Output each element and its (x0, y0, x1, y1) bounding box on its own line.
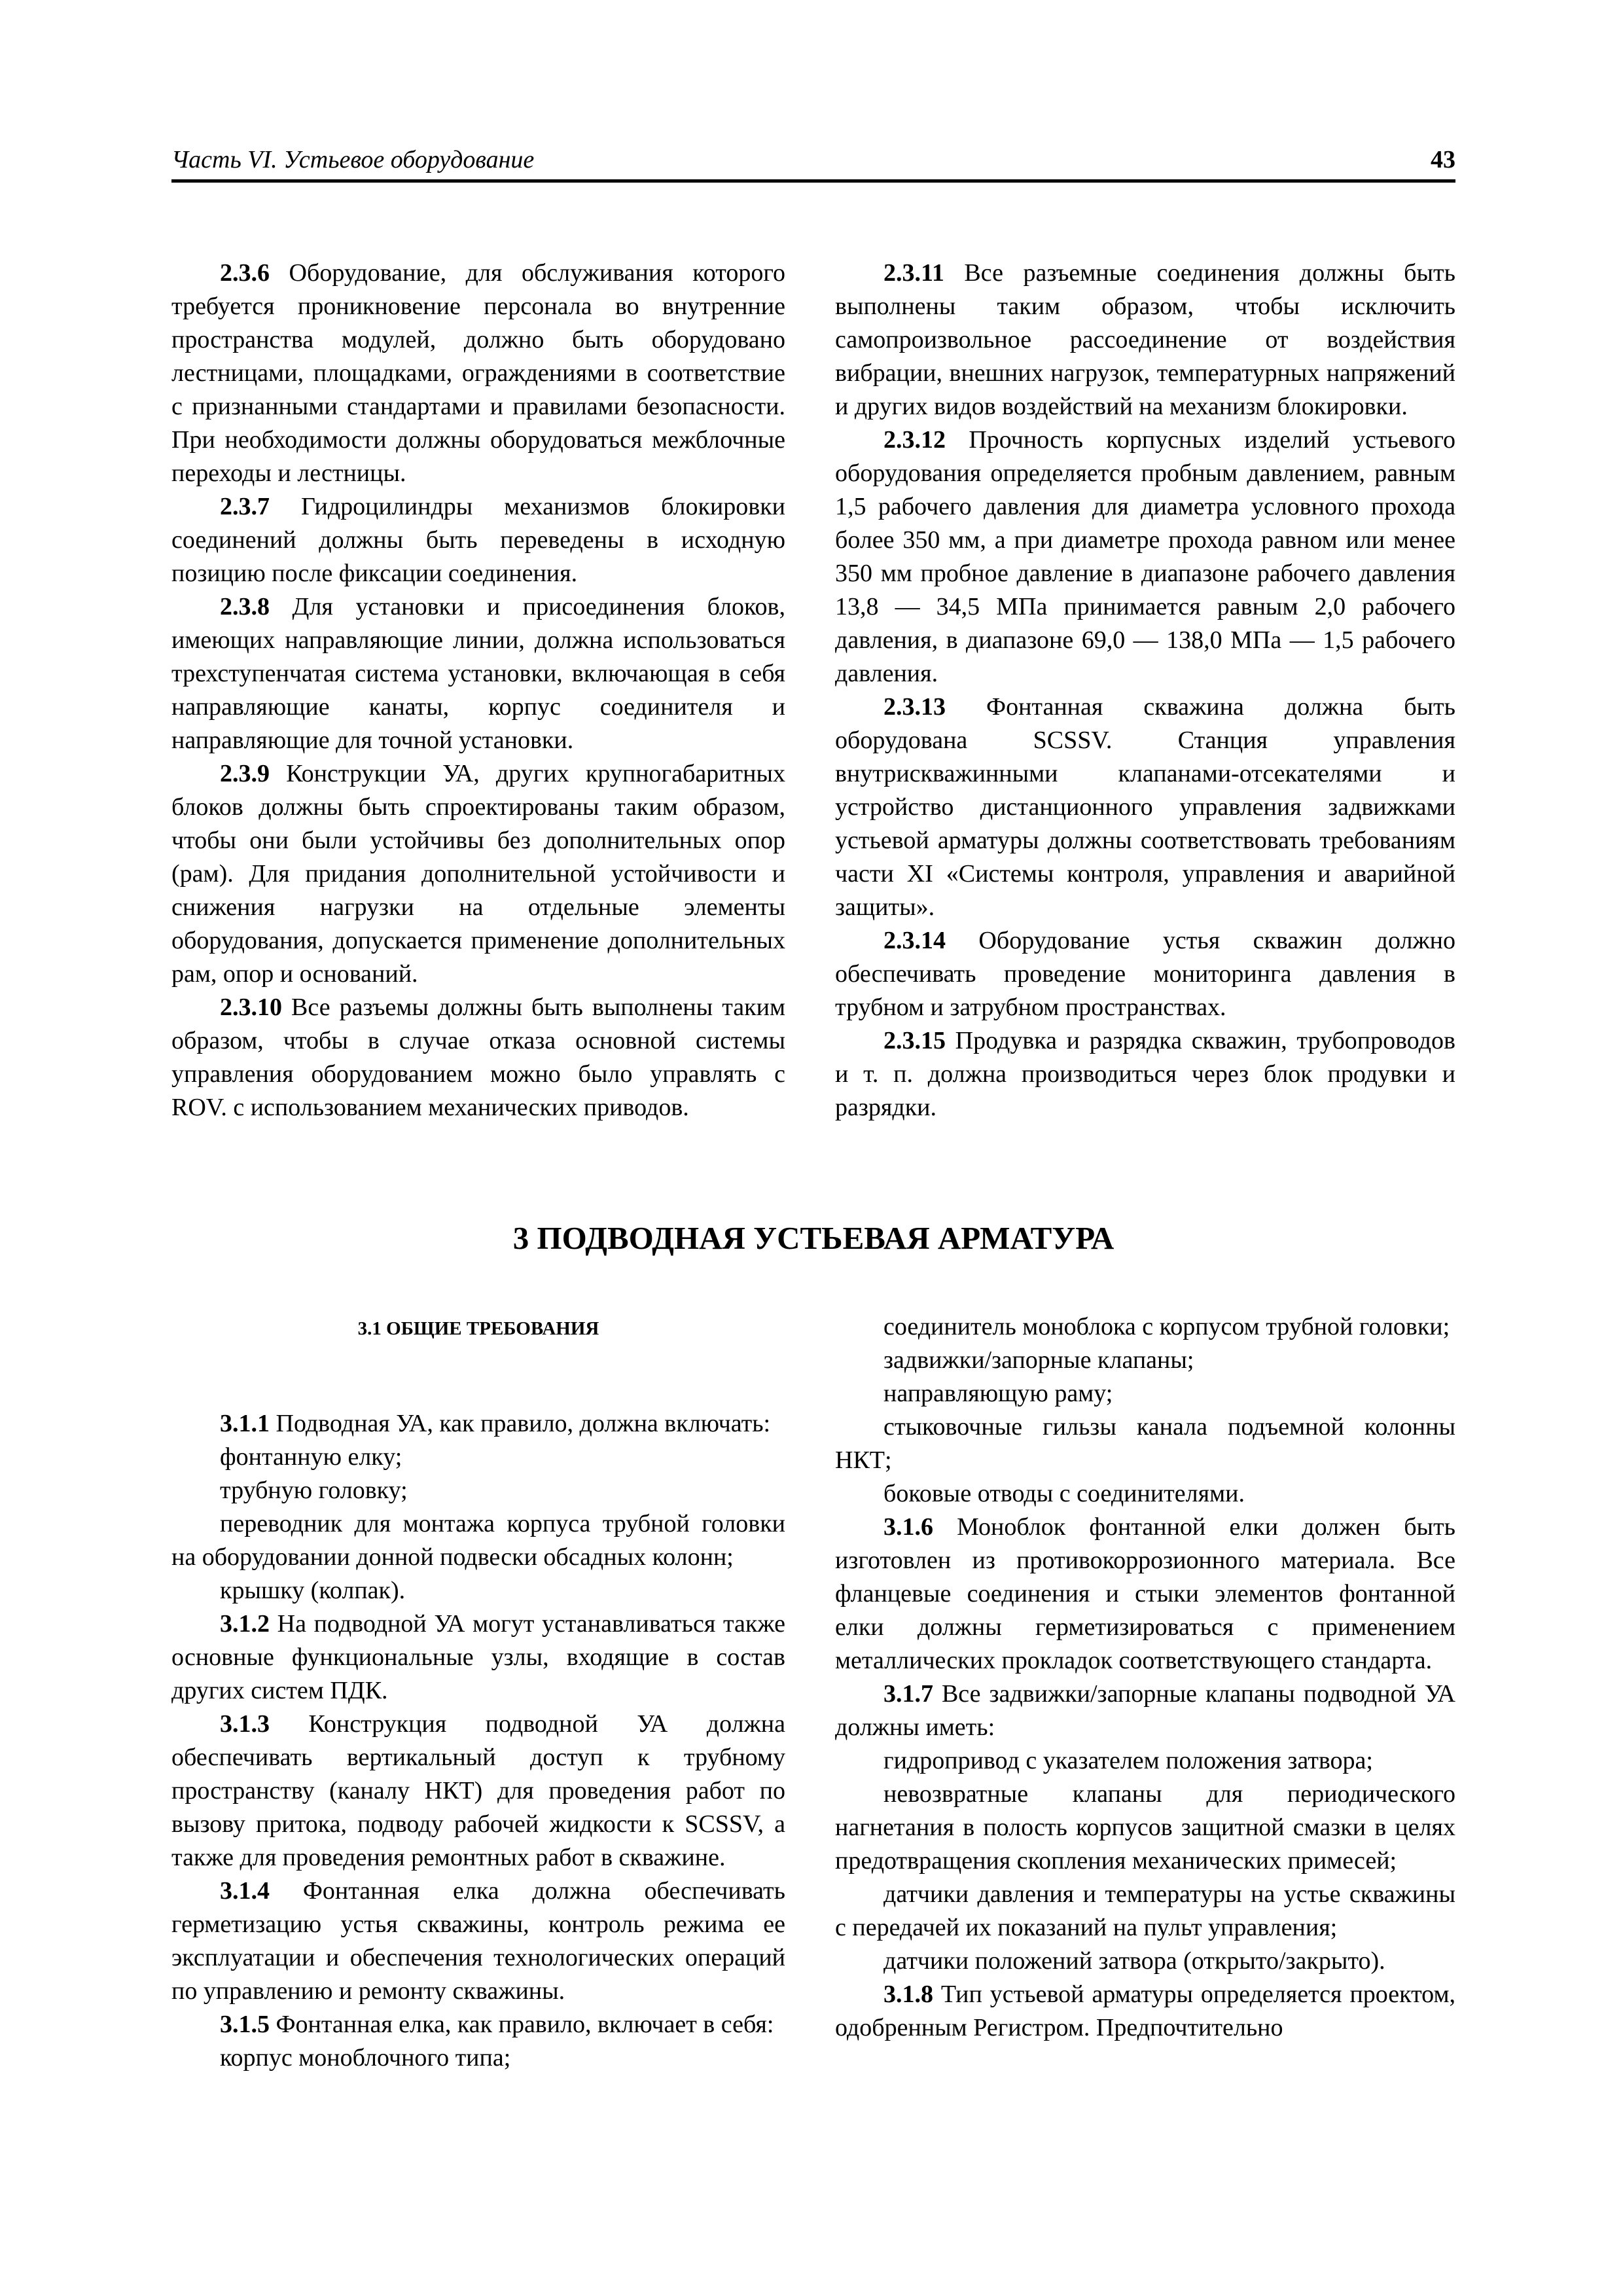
clause-text: На подводной УА могут устанавливаться также основные функциональные узлы, входящие в состав других систем ПДК. (171, 1610, 785, 1704)
list-item (835, 1377, 1455, 1410)
clause-text: соединитель моноблока с корпусом трубной головки; (883, 1313, 1450, 1340)
clause-text: Оборудование устья скважин должно обеспечивать проведение мониторинга давления в трубном и затрубном пространствах. (835, 927, 1455, 1021)
clause-2-3-10 (171, 991, 785, 1124)
column-top-right (835, 257, 1455, 1124)
clause-3-1-4 (171, 1874, 785, 2008)
clause-3-1-2 (171, 1607, 785, 1708)
clause-2-3-13 (835, 691, 1455, 924)
clause-text: Для установки и присоединения блоков, имеющих направляющие линии, должна использоваться трехступенчатая система установки, включающая в себя направляющие канаты, корпус соединителя и направляющие для точной установки. (171, 593, 785, 754)
list-item (835, 1744, 1455, 1778)
list-item (171, 1574, 785, 1607)
clause-text: Все разъемные соединения должны быть выполнены таким образом, чтобы исключить самопроизвольное рассоединение от воздействия вибрации, внешних нагрузок, температурных напряжений и других видов воздействий на механизм блокировки. (835, 259, 1455, 420)
list-item (835, 1477, 1455, 1511)
list-item (835, 1945, 1455, 1978)
clause-2-3-7 (171, 490, 785, 590)
clause-text: крышку (колпак). (220, 1577, 406, 1604)
list-item (171, 1441, 785, 1474)
clause-text: Подводная УА, как правило, должна включать: (270, 1410, 771, 1437)
clause-2-3-12 (835, 423, 1455, 691)
column-bottom-right (835, 1310, 1455, 2045)
clause-number: 2.3.7 (220, 493, 270, 520)
clause-3-1-7 (835, 1677, 1455, 1744)
clause-number: 2.3.6 (220, 259, 270, 287)
clause-number: 2.3.11 (883, 259, 944, 287)
clause-text: корпус моноблочного типа; (220, 2044, 511, 2072)
clause-text: Оборудование, для обслуживания которого требуется проникновение персонала во внутренние пространства модулей, должно быть оборудовано лестницами, площадками, ограждениями в соответствие с признанными стандартами и правилами безопасности. При необходимости должны оборудоваться межблочные переходы и лестницы. (171, 259, 785, 487)
clause-text: переводник для монтажа корпуса трубной головки на оборудовании донной подвески обсадных колонн; (171, 1510, 785, 1571)
list-item (835, 1344, 1455, 1377)
clause-number: 3.1.5 (220, 2011, 270, 2038)
clause-number: 3.1.8 (883, 1981, 933, 2008)
clause-number: 2.3.14 (883, 927, 946, 954)
running-header-title: Часть VI. Устьевое оборудование (171, 146, 535, 173)
clause-text: Все задвижки/запорные клапаны подводной УА должны иметь: (835, 1680, 1455, 1741)
list-item (171, 1474, 785, 1507)
list-item (171, 2041, 785, 2075)
list-item (835, 1878, 1455, 1945)
clause-2-3-11 (835, 257, 1455, 423)
clause-2-3-9 (171, 757, 785, 991)
clause-2-3-14 (835, 924, 1455, 1024)
list-item (835, 1778, 1455, 1878)
clause-number: 3.1.1 (220, 1410, 270, 1437)
clause-3-1-1 (171, 1407, 785, 1441)
clause-text: Конструкция подводной УА должна обеспечивать вертикальный доступ к трубному пространству (каналу НКТ) для проведения работ по вызову притока, подводу рабочей жидкости к SCSSV, а также для проведения ремонтных работ в скважине. (171, 1710, 785, 1871)
clause-number: 3.1.4 (220, 1877, 270, 1905)
clause-3-1-8 (835, 1978, 1455, 2045)
clause-text: невозвратные клапаны для периодического нагнетания в полость корпусов защитной смазки в целях предотвращения скопления механических примесей; (835, 1780, 1455, 1874)
column-top-left (171, 257, 785, 1124)
clause-3-1-5 (171, 2008, 785, 2041)
subsection-title: 3.1 ОБЩИЕ ТРЕБОВАНИЯ (357, 1318, 599, 1339)
list-item (835, 1310, 1455, 1344)
clause-text: задвижки/запорные клапаны; (883, 1346, 1194, 1374)
page-number: 43 (1431, 146, 1455, 173)
clause-text: датчики положений затвора (открыто/закрыто). (883, 1947, 1385, 1975)
clause-2-3-8 (171, 590, 785, 757)
clause-text: Фонтанная скважина должна быть оборудована SCSSV. Станция управления внутрискважинными клапанами-отсекателями и устройство дистанционного управления задвижками устьевой арматуры должны соответствовать требованиям части XI «Системы контроля, управления и аварийной защиты». (835, 693, 1455, 921)
clause-text: направляющую раму; (883, 1380, 1113, 1407)
clause-text: датчики давления и температуры на устье скважины с передачей их показаний на пульт управления; (835, 1880, 1455, 1941)
clause-number: 3.1.7 (883, 1680, 933, 1708)
clause-text: фонтанную елку; (220, 1443, 402, 1471)
clause-3-1-3 (171, 1708, 785, 1874)
list-item (171, 1507, 785, 1574)
clause-text: Моноблок фонтанной елки должен быть изготовлен из противокоррозионного материала. Все фланцевые соединения и стыки элементов фонтанной елки должны герметизироваться с применением металлических прокладок соответствующего стандарта. (835, 1513, 1455, 1674)
clause-number: 3.1.2 (220, 1610, 270, 1638)
clause-3-1-6 (835, 1511, 1455, 1677)
clause-number: 2.3.13 (883, 693, 946, 721)
clause-text: Гидроцилиндры механизмов блокировки соединений должны быть переведены в исходную позицию после фиксации соединения. (171, 493, 785, 587)
clause-number: 2.3.12 (883, 426, 946, 454)
clause-text: Прочность корпусных изделий устьевого оборудования определяется пробным давлением, равным 1,5 рабочего давления для диаметра условного прохода более 350 мм, а при диаметре прохода равном или менее 350 мм пробное давление в диапазоне рабочего давления 13,8 — 34,5 МПа принимается равным 2,0 рабочего давления, в диапазоне 69,0 — 138,0 МПа — 1,5 рабочего давления. (835, 426, 1455, 687)
clause-text: гидропривод с указателем положения затвора; (883, 1747, 1373, 1774)
clause-2-3-6 (171, 257, 785, 490)
list-item (835, 1410, 1455, 1477)
clause-text: Продувка и разрядка скважин, трубопроводов и т. п. должна производиться через блок продувки и разрядки. (835, 1027, 1455, 1121)
clause-text: Фонтанная елка, как правило, включает в себя: (270, 2011, 774, 2038)
clause-number: 2.3.15 (883, 1027, 946, 1054)
header-rule (171, 179, 1455, 183)
column-bottom-left (171, 1407, 785, 2075)
clause-text: Конструкции УА, других крупногабаритных блоков должны быть спроектированы таким образом, чтобы они были устойчивы без дополнительных опор (рам). Для придания дополнительной устойчивости и снижения нагрузки на отдельные элементы оборудования, допускается применение дополнительных рам, опор и оснований. (171, 760, 785, 988)
clause-text: стыковочные гильзы канала подъемной колонны НКТ; (835, 1413, 1455, 1474)
section-title: 3 ПОДВОДНАЯ УСТЬЕВАЯ АРМАТУРА (512, 1220, 1115, 1256)
clause-number: 2.3.10 (220, 994, 282, 1021)
clause-text: трубную головку; (220, 1477, 408, 1504)
clause-text: боковые отводы с соединителями. (883, 1480, 1245, 1507)
page-header (171, 145, 1455, 183)
clause-number: 2.3.9 (220, 760, 270, 787)
clause-text: Все разъемы должны быть выполнены таким образом, чтобы в случае отказа основной системы управления оборудованием можно было управлять с ROV. с использованием механических приводов. (171, 994, 785, 1121)
clause-number: 2.3.8 (220, 593, 270, 620)
clause-text: Тип устьевой арматуры определяется проектом, одобренным Регистром. Предпочтительно (835, 1981, 1455, 2041)
clause-text: Фонтанная елка должна обеспечивать герметизацию устья скважины, контроль режима ее эксплуатации и обеспечения технологических операций по управлению и ремонту скважины. (171, 1877, 785, 2005)
clause-number: 3.1.6 (883, 1513, 933, 1541)
clause-number: 3.1.3 (220, 1710, 270, 1738)
clause-2-3-15 (835, 1024, 1455, 1124)
